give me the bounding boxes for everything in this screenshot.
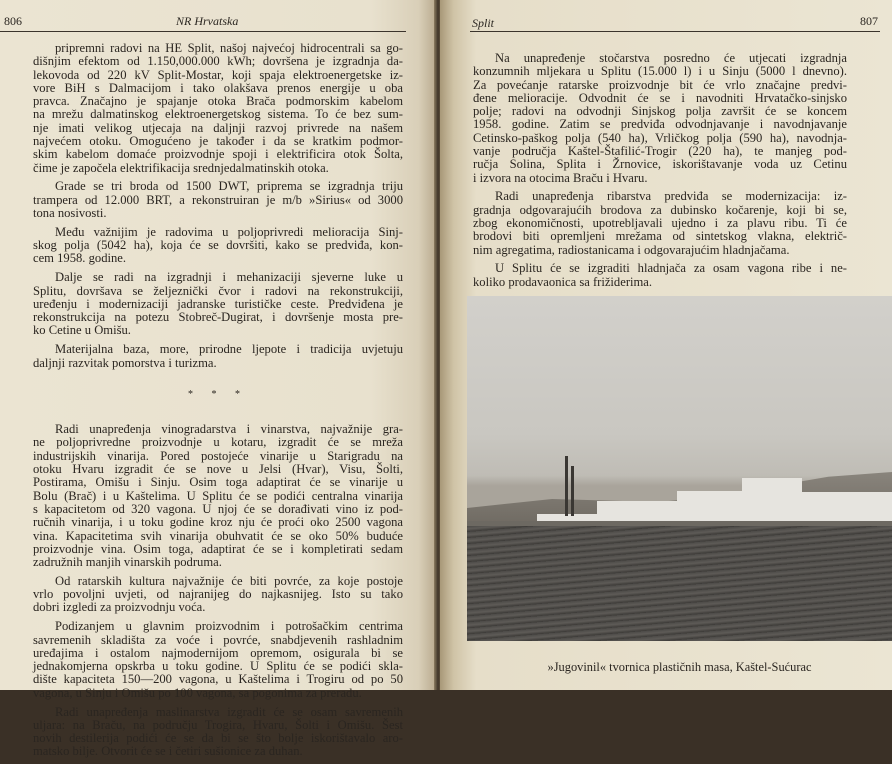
photo-sea xyxy=(467,526,892,641)
text-line: industrijskih vinarija. Pored postojeće vinarije u Starigradu na xyxy=(33,448,403,463)
text-line: Za povećanje ratarske proizvodnje bit će vrlo značajne predvi- xyxy=(473,77,847,92)
paragraph xyxy=(33,575,403,615)
header-rule xyxy=(0,31,406,32)
factory-photo xyxy=(467,296,892,641)
text-line: uređenju i modernizaciji jadranske turističke ceste. Predviđena je xyxy=(33,296,403,311)
text-line: nje imati velikog utjecaja na daljnji razvoj privrede na našem xyxy=(33,120,403,135)
text-line: Među važnijim je radovima u poljoprivredi melioracija Sinj- xyxy=(55,224,403,239)
text-line: na mrežu dalmatinskog elektroenergetskog sistema. To će bez sum- xyxy=(33,107,403,122)
text-line: uljara: na Braču, na području Trogira, Hvaru, Šolti i Omišu. Šest xyxy=(33,717,403,732)
text-line: dišnjim efektom od 1.150,000.000 kWh; dovršena je izgradnja da- xyxy=(33,54,403,69)
text-line: Grade se tri broda od 1500 DWT, priprema se izgradnja triju xyxy=(55,179,403,194)
text-line: Radi unapređenja maslinarstva izgradit će se osam savremenih xyxy=(55,704,403,719)
text-line: Dalje se radi na izgradnji i mehanizaciji sjeverne luke u xyxy=(55,270,403,285)
text-line: koliko prodavaonica sa frižiderima. xyxy=(473,274,653,289)
paragraph xyxy=(33,706,403,759)
paragraph xyxy=(33,271,403,337)
text-line: polje; radovi na odvodnji Sinjskog polja završit će se koncem xyxy=(473,104,847,119)
text-line: matsko bilje. Otvorit će se i četiri sušionice za duhan. xyxy=(33,744,303,759)
photo-chimney xyxy=(571,466,574,516)
section-separator: * * * xyxy=(188,388,248,400)
text-line: đene melioracije. Odvodnit će se i navodniti Hrvatačko-sinjsko xyxy=(473,90,847,105)
text-line: vrlo povoljni uvjeti, od najranijeg do najkasnijeg. Isto su tako xyxy=(33,587,403,602)
paragraph xyxy=(33,226,403,266)
text-line: vanje područja Kaštel-Štafilić-Trogir (220 ha), te manjeg pod- xyxy=(473,144,847,159)
text-line: pravca. Značajno je spajanje otoka Brača podmorskim kabelom xyxy=(33,94,403,109)
photo-caption: »Jugovinil« tvornica plastičnih masa, Kaštel-Sućurac xyxy=(547,660,812,674)
paragraph xyxy=(33,42,403,175)
text-line: vagona, u Sinju i Omišu po 100 vagona, sa pogonima za preradu. xyxy=(33,685,362,700)
paragraph xyxy=(473,190,847,256)
left-page xyxy=(0,0,436,759)
left-body-text xyxy=(33,42,403,764)
text-line: savremenih skladišta za voće i povrće, snabdjevenih rashladnim xyxy=(33,632,403,647)
text-line: cem 1958. godine. xyxy=(33,251,127,266)
text-line: rekonstrukcija na potezu Stobreč-Dugirat, i dovršenje mosta pre- xyxy=(33,310,403,325)
text-line: Postirama, Omišu i Sinju. Osim toga adaptirat će se vinarije u xyxy=(33,475,403,490)
text-line: otoku Hvaru izgradit će se nove u Jelsi (Hvar), Visu, Šolti, xyxy=(33,462,403,477)
text-line: tona nosivosti. xyxy=(33,206,107,221)
text-line: Na unapređenje stočarstva posredno će utjecati izgradnja xyxy=(495,51,847,65)
text-line: uređajima i ostalom najmodernijom opremom, osigurala bi se xyxy=(33,645,403,660)
text-line: Od ratarskih kultura najvažnije će biti povrće, za koje postoje xyxy=(55,573,403,588)
page-number: 806 xyxy=(4,14,22,28)
paragraph xyxy=(473,262,847,289)
running-head: Split xyxy=(472,16,495,30)
text-line: Radi unapređenja ribarstva predviđa se modernizacija: iz- xyxy=(495,189,847,204)
text-line: vore BiH s Dalmacijom i tako olakšava prenos energije u oba xyxy=(33,80,403,95)
text-line: Bolu (Brač) i u Kaštelima. U Splitu će se podići centralna vinarija xyxy=(33,488,403,503)
text-line: U Splitu će se izgraditi hladnjača za osam vagona ribe i ne- xyxy=(495,261,847,276)
text-line: ručja Solina, Splita i Žrnovice, iskorištavanje voda uz Cetinu xyxy=(473,157,847,172)
text-line: novih destilerija podići će se da bi se što bolje iskorištavalo aro- xyxy=(33,731,403,746)
text-line: pripremni radovi na HE Split, našoj najvećoj hidrocentrali sa go- xyxy=(55,41,403,55)
text-line: Podizanjem u glavnim proizvodnim i potrošačkim centrima xyxy=(55,619,403,634)
text-line: čime je započela elektrifikacija srednjedalmatinskih otoka. xyxy=(33,160,329,175)
running-head: NR Hrvatska xyxy=(176,14,239,28)
text-line: konzumnih mljekara u Splitu (15.000 l) i u Sinju (5000 l dnevno). xyxy=(473,64,847,79)
text-line: jednakomjerna opskrba u toku godine. U Splitu će se podići skla- xyxy=(33,659,403,674)
text-line: zadružnih manjih vinarskih podruma. xyxy=(33,555,222,570)
text-line: skog polja (5042 ha), koja će se dovršiti, kako se predviđa, kon- xyxy=(33,238,403,253)
text-line: ne poljoprivredne proizvodnje u kotaru, izgradit će se mreža xyxy=(33,435,403,450)
text-line: brodovi biti opremljeni mrežama od sintetskog vlakna, električ- xyxy=(473,229,847,244)
text-line: dište kapaciteta 150—200 vagona, u Kaštelima i Trogiru od po 50 xyxy=(33,672,403,687)
photo-chimney xyxy=(565,456,568,516)
text-line: s kapacitetom od 320 vagona. U njoj će se dorađivati vino iz pod- xyxy=(33,501,403,516)
text-line: najvećem otoku. Omogućeno je također i da se kratkim podmor- xyxy=(33,134,403,149)
text-line: lekovoda od 220 kV Split-Mostar, koji spaja elektroenergetske iz- xyxy=(33,67,403,82)
photo-building xyxy=(742,478,802,527)
paragraph xyxy=(33,620,403,700)
text-line: vina. Kapacitetima svih vinarija obuhvatit će se oko 50% buduće xyxy=(33,528,403,543)
paragraph xyxy=(33,180,403,220)
text-line: i izvora na otocima Braču i Hvaru. xyxy=(473,170,648,185)
text-line: ručnih vinarija, i u toku godine kroz nju će proći oko 2500 vagona xyxy=(33,515,403,530)
text-line: Radi unapređenja vinogradarstva i vinarstva, najvažnije gra- xyxy=(55,422,403,437)
paragraph xyxy=(33,423,403,569)
paragraph xyxy=(33,343,403,370)
text-line: Materijalna baza, more, prirodne ljepote i tradicija uvjetuju xyxy=(55,342,403,357)
text-line: trampera od 12.000 BRT, a rekonstruiran je m/b »Sirius« od 3000 xyxy=(33,192,403,207)
text-line: 1958. godine. Zatim se predviđa odvodnjavanje i navodnjavanje xyxy=(473,117,847,132)
text-line: zbog ekonomičnosti, upotrebljavali ujedno i za plavu ribu. Ti će xyxy=(473,216,847,231)
text-line: Splitu, dovršava se željeznički čvor i radovi na rekonstrukciji, xyxy=(33,283,403,298)
paragraph xyxy=(473,52,847,185)
text-line: daljnji razvitak pomorstva i turizma. xyxy=(33,355,217,370)
right-body-text xyxy=(473,52,847,295)
page-number: 807 xyxy=(860,14,878,28)
text-line: ko Cetine u Omišu. xyxy=(33,323,131,338)
text-line: gradnja odgovarajućih brodova za dubinsko kočarenje, koji bi se, xyxy=(473,202,847,217)
text-line: proizvodnje vina. Osim toga, adaptirat će se i kompletirati sedam xyxy=(33,541,403,556)
text-line: Cetinsko-paškog polja (540 ha), Vrličkog polja (590 ha), navodnja- xyxy=(473,130,847,145)
header-rule xyxy=(470,31,880,32)
text-line: nim agregatima, radiostanicama i odgovarajućim hladnjačama. xyxy=(473,242,790,257)
text-line: dobri izgledi za proizvodnju voća. xyxy=(33,600,206,615)
text-line: skim kabelom domaće proizvodnje spoji i elektrificira otok Šolta, xyxy=(33,147,403,162)
